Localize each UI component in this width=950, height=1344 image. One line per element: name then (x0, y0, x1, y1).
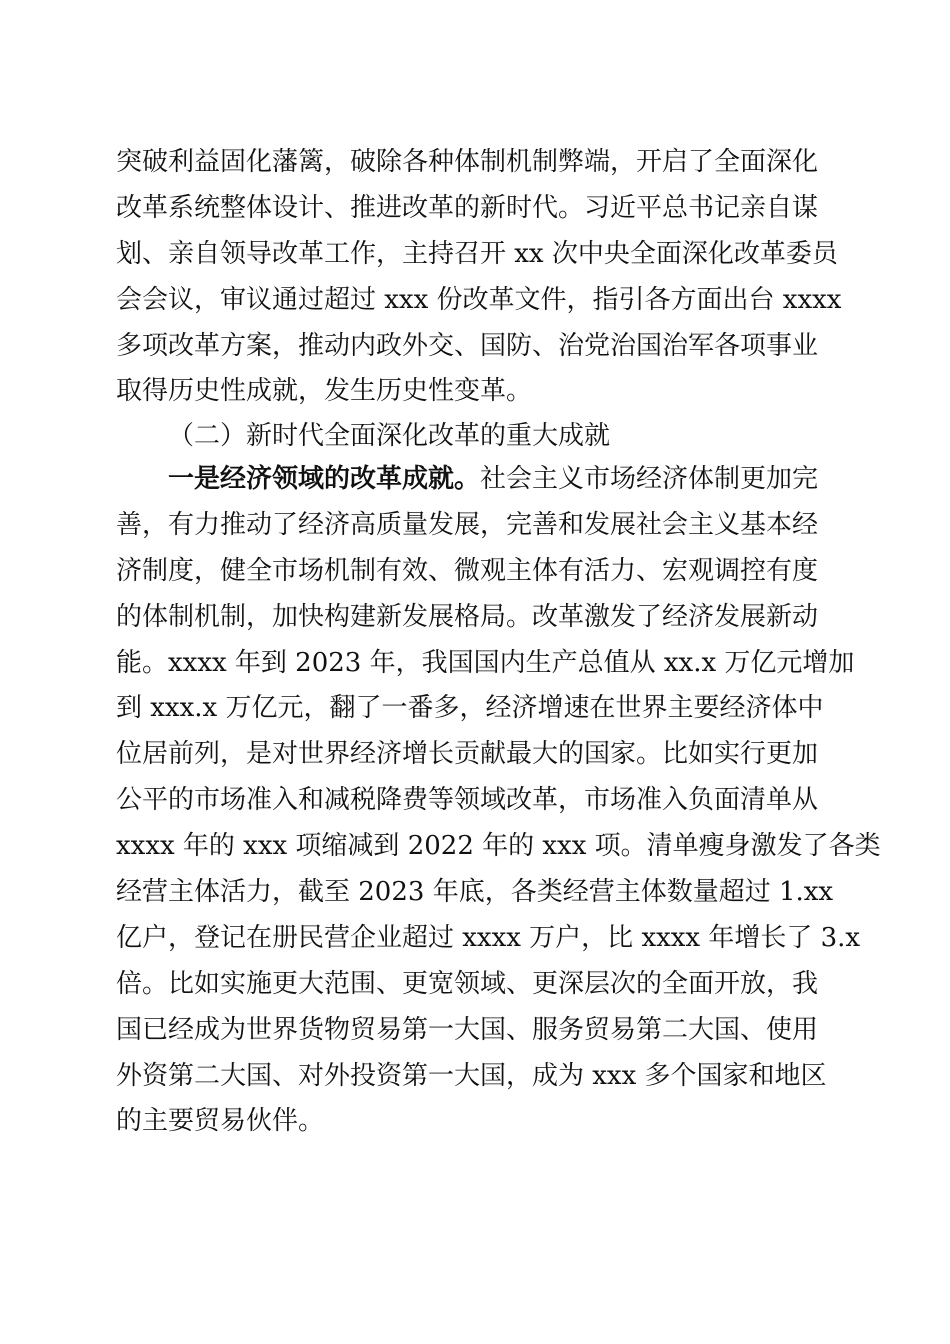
text-line: 倍。比如实施更大范围、更宽领域、更深层次的全面开放，我 (116, 968, 819, 999)
text-line: xxxx 年的 xxx 项缩减到 2022 年的 xxx 项。清单瘦身激发了各类 (116, 831, 881, 862)
text-line-first (116, 457, 836, 503)
text-line: 的体制机制，加快构建新发展格局。改革激发了经济发展新动 (116, 601, 819, 632)
text-line: 的主要贸易伙伴。 (116, 1106, 325, 1137)
text-line: 到 xxx.x 万亿元，翻了一番多，经济增速在世界主要经济体中 (116, 693, 824, 724)
text-line: 经营主体活力，截至 2023 年底，各类经营主体数量超过 1.xx (116, 877, 834, 908)
text-line: 突破利益固化藩篱，破除各种体制机制弊端，开启了全面深化 (116, 147, 819, 177)
lead-sentence: 一是经济领域的改革成就。 (168, 464, 481, 494)
paragraph-reform-intro (116, 140, 842, 415)
paragraph-economic-achievements (116, 457, 881, 1145)
text-line: 位居前列，是对世界经济增长贡献最大的国家。比如实行更加 (116, 739, 819, 770)
text-line: 公平的市场准入和减税降费等领域改革，市场准入负面清单从 (116, 785, 819, 816)
text-line: 亿户，登记在册民营企业超过 xxxx 万户，比 xxxx 年增长了 3.x (116, 922, 861, 953)
text-line: 善，有力推动了经济高质量发展，完善和发展社会主义基本经 (116, 509, 819, 540)
section-heading: （二）新时代全面深化改革的重大成就 (168, 421, 611, 451)
text-line: 改革系统整体设计、推进改革的新时代。习近平总书记亲自谋 (116, 192, 819, 223)
text-line: 多项改革方案，推动内政外交、国防、治党治国治军各项事业 (116, 330, 819, 361)
text-line: 取得历史性成就，发生历史性变革。 (116, 376, 533, 407)
text-line: 能。xxxx 年到 2023 年，我国国内生产总值从 xx.x 万亿元增加 (116, 647, 855, 678)
text-line: 济制度，健全市场机制有效、微观主体有活力、宏观调控有度 (116, 555, 819, 586)
lead-line-rest: 社会主义市场经济体制更加完 (480, 464, 819, 494)
text-line: 划、亲自领导改革工作，主持召开 xx 次中央全面深化改革委员 (116, 238, 838, 269)
text-line: 会会议，审议通过超过 xxx 份改革文件，指引各方面出台 xxxx (116, 284, 842, 315)
text-line: 外资第二大国、对外投资第一大国，成为 xxx 多个国家和地区 (116, 1060, 827, 1091)
text-line: 国已经成为世界货物贸易第一大国、服务贸易第二大国、使用 (116, 1014, 819, 1045)
